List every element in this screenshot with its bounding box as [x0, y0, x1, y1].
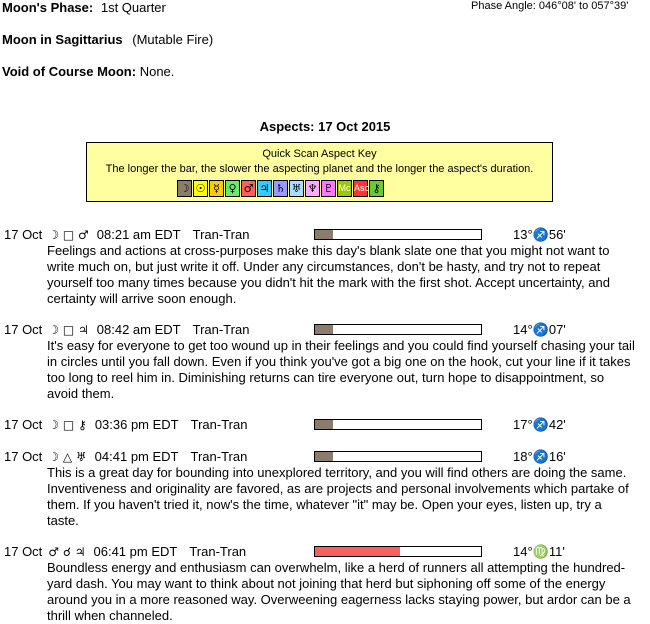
void-of-course-value: None.	[139, 64, 175, 79]
moon-sign-element: (Mutable Fire)	[132, 32, 214, 47]
mars-icon: ♂	[241, 180, 256, 197]
void-of-course-line	[2, 64, 174, 79]
quick-scan-key	[86, 142, 553, 202]
duration-bar-fill	[315, 230, 333, 239]
aspect-description: This is a great day for bounding into unexplored territory, and you will find others are doing the same. Inventiveness and originality are favored, as are projects and personal involvements which partake of them. If you haven't tried it, now's the time, whatever "it" may be. Open your eyes, listen up, try a taste.	[47, 465, 629, 528]
moon-phase-line	[2, 0, 166, 15]
aspect-entry-header	[4, 417, 247, 432]
phase-angle: Phase Angle: 046°08' to 057°39'	[471, 0, 629, 12]
entry-time: 03:36 pm EDT	[94, 417, 179, 432]
aspect-glyphs: ☽ □ ♃	[48, 323, 89, 337]
mercury-icon: ☿	[209, 180, 224, 197]
moon-phase-value: 1st Quarter	[100, 0, 166, 15]
entry-type: Tran-Tran	[190, 449, 248, 464]
duration-bar	[314, 229, 482, 240]
zodiac-position: 14°♐07'	[513, 322, 566, 337]
duration-bar	[314, 546, 482, 557]
aspect-glyphs: ☽ □ ⚷	[48, 418, 87, 432]
duration-bar-fill	[315, 325, 333, 334]
entry-time: 08:21 am EDT	[96, 227, 181, 242]
entry-date: 17 Oct	[4, 322, 43, 337]
aspects-title: Aspects: 17 Oct 2015	[259, 119, 391, 134]
zodiac-position: 13°♐56'	[513, 227, 566, 242]
key-description: The longer the bar, the slower the aspecting planet and the longer the aspect's duration.	[105, 163, 534, 175]
entry-date: 17 Oct	[4, 227, 43, 242]
zodiac-position: 18°♐16'	[513, 449, 566, 464]
duration-bar-fill	[315, 452, 333, 461]
aspect-description: Feelings and actions at cross-purposes make this day's blank slate one that you might not want to write much on, but just write it off. Under any circumstances, don't be hasty, and try not to repeat yourself too many times because you didn't hit the mark with the first shot. Accept uncertainty, and certainty will arrive soon enough.	[47, 243, 610, 306]
aspect-glyphs: ♂ ☌ ♃	[48, 545, 86, 559]
duration-bar	[314, 419, 482, 430]
duration-bar	[314, 324, 482, 335]
entry-time: 04:41 pm EDT	[94, 449, 179, 464]
entry-date: 17 Oct	[4, 544, 43, 559]
chiron-icon: ⚷	[369, 180, 384, 197]
moon-sign-line	[2, 32, 213, 47]
entry-type: Tran-Tran	[192, 322, 250, 337]
entry-time: 06:41 pm EDT	[93, 544, 178, 559]
duration-bar	[314, 451, 482, 462]
ascendant-icon: Asc	[353, 180, 368, 197]
aspect-glyphs: ☽ □ ♂	[48, 228, 89, 242]
void-of-course-label: Void of Course Moon:	[2, 64, 137, 79]
venus-icon: ♀	[225, 180, 240, 197]
pluto-icon: ♇	[321, 180, 336, 197]
key-swatches	[177, 180, 385, 197]
sun-icon: ☉	[193, 180, 208, 197]
entry-date: 17 Oct	[4, 449, 43, 464]
uranus-icon: ♅	[289, 180, 304, 197]
entry-type: Tran-Tran	[189, 544, 247, 559]
aspect-entry-header	[4, 544, 246, 559]
entry-time: 08:42 am EDT	[96, 322, 181, 337]
zodiac-position: 14°♍11'	[513, 544, 565, 559]
aspect-description: Boundless energy and enthusiasm can overwhelm, like a herd of runners all attempting the hundred-yard dash. You may want to think about not joining that herd but siphoning off some of the energy around you in a more reasoned way. Overweening eagerness lacks staying power, but ardor can be a thrill when channeled.	[47, 560, 631, 623]
midheaven-icon: Mc	[337, 180, 352, 197]
moon-sign-label: Moon in Sagittarius	[2, 32, 123, 47]
moon-phase-label: Moon's Phase:	[2, 0, 94, 15]
entry-type: Tran-Tran	[192, 227, 250, 242]
entry-type: Tran-Tran	[190, 417, 248, 432]
aspect-entry-header	[4, 449, 247, 464]
aspect-description: It's easy for everyone to get too wound up in their feelings and you could find yourself chasing your tail in circles until you fall down. Even if you think you've got a big one on the hook, cut your line if it takes too long to reel him in. Diminishing returns can tire everyone out, turn hope to disappointment, so avoid them.	[47, 338, 635, 401]
duration-bar-fill	[315, 420, 333, 429]
key-title: Quick Scan Aspect Key	[262, 148, 377, 160]
entry-date: 17 Oct	[4, 417, 43, 432]
aspect-entry-header	[4, 227, 249, 242]
duration-bar-fill	[315, 547, 400, 556]
neptune-icon: ♆	[305, 180, 320, 197]
aspect-entry-header	[4, 322, 249, 337]
jupiter-icon: ♃	[257, 180, 272, 197]
zodiac-position: 17°♐42'	[513, 417, 566, 432]
saturn-icon: ♄	[273, 180, 288, 197]
aspect-glyphs: ☽ △ ♅	[48, 450, 87, 464]
moon-icon: ☽	[177, 180, 192, 197]
